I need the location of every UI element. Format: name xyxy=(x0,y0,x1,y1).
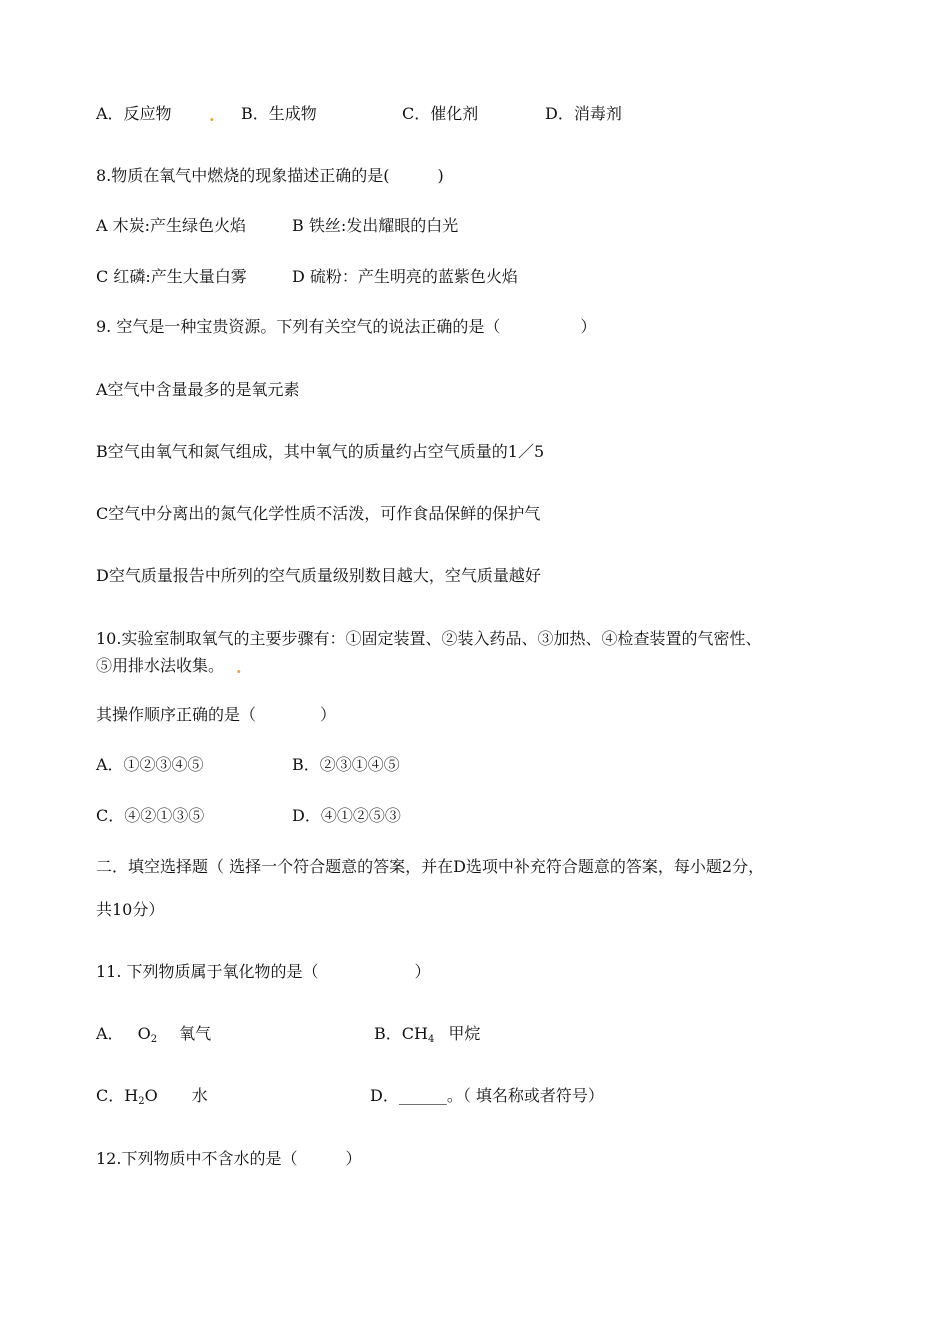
q11-stem: 11. 下列物质属于氧化物的是（ ） xyxy=(96,962,431,981)
q11-c-subscript: 2 xyxy=(138,1096,145,1107)
q10-option-a: A．①②③④⑤ xyxy=(96,755,204,774)
q11-c-formula-end: O xyxy=(144,1086,158,1105)
q11-option-c xyxy=(96,1086,208,1112)
q8-option-b: B 铁丝:发出耀眼的白光 xyxy=(292,216,459,235)
q11-c-name: 水 xyxy=(191,1086,208,1105)
q10-option-d: D．④①②⑤③ xyxy=(292,806,401,825)
q9-option-b: B空气由氧气和氮气组成，其中氧气的质量约占空气质量的1／5 xyxy=(96,442,545,461)
q8-option-d: D 硫粉：产生明亮的蓝紫色火焰 xyxy=(292,267,518,286)
q11-option-b xyxy=(374,1024,480,1050)
section-2-heading: 二．填空选择题（ 选择一个符合题意的答案，并在D选项中补充符合题意的答案，每小题2分， xyxy=(96,857,765,876)
q11-a-subscript: 2 xyxy=(150,1034,158,1045)
q11-a-formula: O xyxy=(137,1024,151,1043)
q9-stem: 9. 空气是一种宝贵资源。下列有关空气的说法正确的是（ ） xyxy=(96,317,597,336)
q11-a-label: A． xyxy=(96,1024,124,1043)
q11-b-label: B．CH xyxy=(374,1024,428,1043)
q7-option-a: A．反应物 xyxy=(96,104,172,123)
q10-mark: . xyxy=(236,658,242,677)
q7-option-b: B．生成物 xyxy=(241,104,317,123)
q7-mark: . xyxy=(209,106,215,125)
q11-option-d: D．______。（ 填名称或者符号） xyxy=(370,1086,604,1105)
q8-stem: 8.物质在氧气中燃烧的现象描述正确的是( ) xyxy=(96,166,444,185)
q7-option-d: D．消毒剂 xyxy=(545,104,622,123)
q10-line-3: 其操作顺序正确的是（ ） xyxy=(96,705,337,724)
q10-line-2: ⑤用排水法收集。 xyxy=(96,656,225,675)
q8-option-a: A 木炭:产生绿色火焰 xyxy=(96,216,247,235)
q7-option-c: C．催化剂 xyxy=(402,104,479,123)
q9-option-c: C空气中分离出的氮气化学性质不活泼，可作食品保鲜的保护气 xyxy=(96,504,541,523)
q11-c-label: C．H xyxy=(96,1086,139,1105)
section-2-heading-cont: 共10分） xyxy=(96,900,165,919)
q9-option-d: D空气质量报告中所列的空气质量级别数目越大，空气质量越好 xyxy=(96,566,541,585)
q12-stem: 12.下列物质中不含水的是（ ） xyxy=(96,1149,362,1168)
q10-option-c: C．④②①③⑤ xyxy=(96,806,205,825)
q8-option-c: C 红磷:产生大量白雾 xyxy=(96,267,247,286)
q9-option-a: A空气中含量最多的是氧元素 xyxy=(96,380,300,399)
q10-line-1: 10.实验室制取氧气的主要步骤有：①固定装置、②装入药品、③加热、④检查装置的气密性、 xyxy=(96,629,762,648)
q11-b-name: 甲烷 xyxy=(448,1024,481,1043)
q11-a-name: 氧气 xyxy=(179,1024,212,1043)
q10-option-b: B．②③①④⑤ xyxy=(292,755,400,774)
q11-b-subscript: 4 xyxy=(427,1034,435,1045)
q11-option-a xyxy=(96,1024,211,1050)
